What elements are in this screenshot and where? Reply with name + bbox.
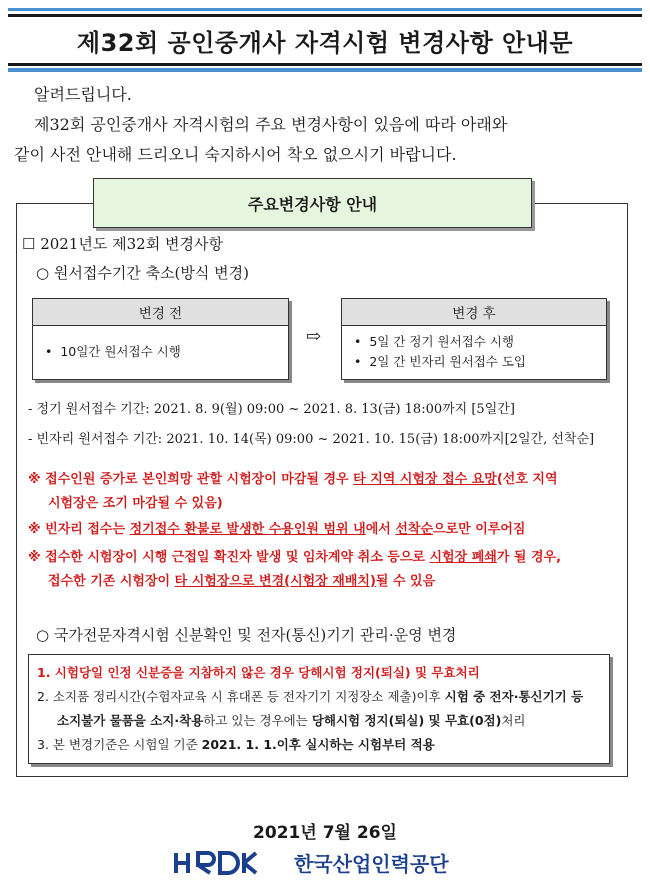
before-label: 변경 전 bbox=[33, 299, 288, 326]
period-regular: - 정기 원서접수 기간: 2021. 8. 9(월) 09:00 ~ 2021. 8. 13(금) 18:00까지 [5일간] bbox=[28, 402, 515, 417]
intro-line-2: 같이 사전 안내해 드리오니 숙지하시어 착오 없으시기 바랍니다. bbox=[14, 145, 457, 164]
after-item-2: • 2일 간 빈자리 원서접수 도입 bbox=[354, 354, 527, 369]
rules-box bbox=[28, 654, 610, 764]
section2-subheading: ○ 국가전문자격시험 신분확인 및 전자(통신)기기 관리·운영 변경 bbox=[36, 626, 457, 644]
issue-date: 2021년 7월 26일 bbox=[253, 823, 397, 843]
note-3-cont: 접수한 기존 시험장이 타 시험장으로 변경(시험장 재배치)될 수 있음 bbox=[48, 574, 436, 589]
before-item: • 10일간 원서접수 시행 bbox=[45, 344, 181, 359]
rule-1: 1. 시험당일 인정 신분증을 지참하지 않은 경우 당해시험 정지(퇴실) 및 무효처리 bbox=[37, 665, 480, 680]
note-1: ※ 접수인원 증가로 본인희망 관할 시험장이 마감될 경우 타 지역 시험장 접수 요망(선호 지역 bbox=[28, 472, 558, 487]
section1-heading: ☐ 2021년도 제32회 변경사항 bbox=[22, 235, 223, 253]
note-3: ※ 접수한 시험장이 시행 근접일 확진자 발생 및 임차계약 취소 등으로 시험장 폐쇄가 될 경우, bbox=[28, 550, 562, 565]
note-1-cont: 시험장은 조기 마감될 수 있음) bbox=[48, 496, 223, 511]
after-item-1: • 5일 간 정기 원서접수 시행 bbox=[354, 334, 514, 349]
intro-line-1: 제32회 공인중개사 자격시험의 주요 변경사항이 있음에 따라 아래와 bbox=[34, 115, 508, 134]
before-box bbox=[32, 298, 289, 380]
arrow-icon: ⇨ bbox=[306, 326, 322, 347]
period-vacancy: - 빈자리 원서접수 기간: 2021. 10. 14(목) 09:00 ~ 2021. 10. 15(금) 18:00까지[2일간, 선착순] bbox=[28, 432, 595, 447]
title-bar bbox=[8, 14, 642, 66]
hrdk-logo bbox=[172, 848, 449, 877]
rule-3: 3. 본 변경기준은 시험일 기준 2021. 1. 1.이후 실시하는 시험부터 적용 bbox=[37, 737, 435, 752]
intro-greeting: 알려드립니다. bbox=[34, 85, 132, 104]
rule-2-line-2: 소지불가 물품을 소지·착용하고 있는 경우에는 당해시험 정지(퇴실) 및 무효(0점)처리 bbox=[57, 713, 526, 728]
note-2: ※ 빈자리 접수는 정기접수 환불로 발생한 수용인원 범위 내에서 선착순으로만 이루어짐 bbox=[28, 522, 526, 537]
notice-header: 주요변경사항 안내 bbox=[93, 178, 532, 228]
hrdk-logo-mark-icon bbox=[172, 850, 290, 876]
page-title: 제32회 공인중개사 자격시험 변경사항 안내문 bbox=[76, 28, 574, 57]
rule-2-line-1: 2. 소지품 정리시간(수험자교육 시 휴대폰 등 전자기기 지정장소 제출)이후 시험 중 전자·통신기기 등 bbox=[37, 689, 584, 704]
org-name: 한국산업인력공단 bbox=[294, 852, 449, 876]
after-label: 변경 후 bbox=[342, 299, 606, 326]
section1-subheading: ○ 원서접수기간 축소(방식 변경) bbox=[36, 264, 249, 282]
after-box bbox=[341, 298, 607, 380]
